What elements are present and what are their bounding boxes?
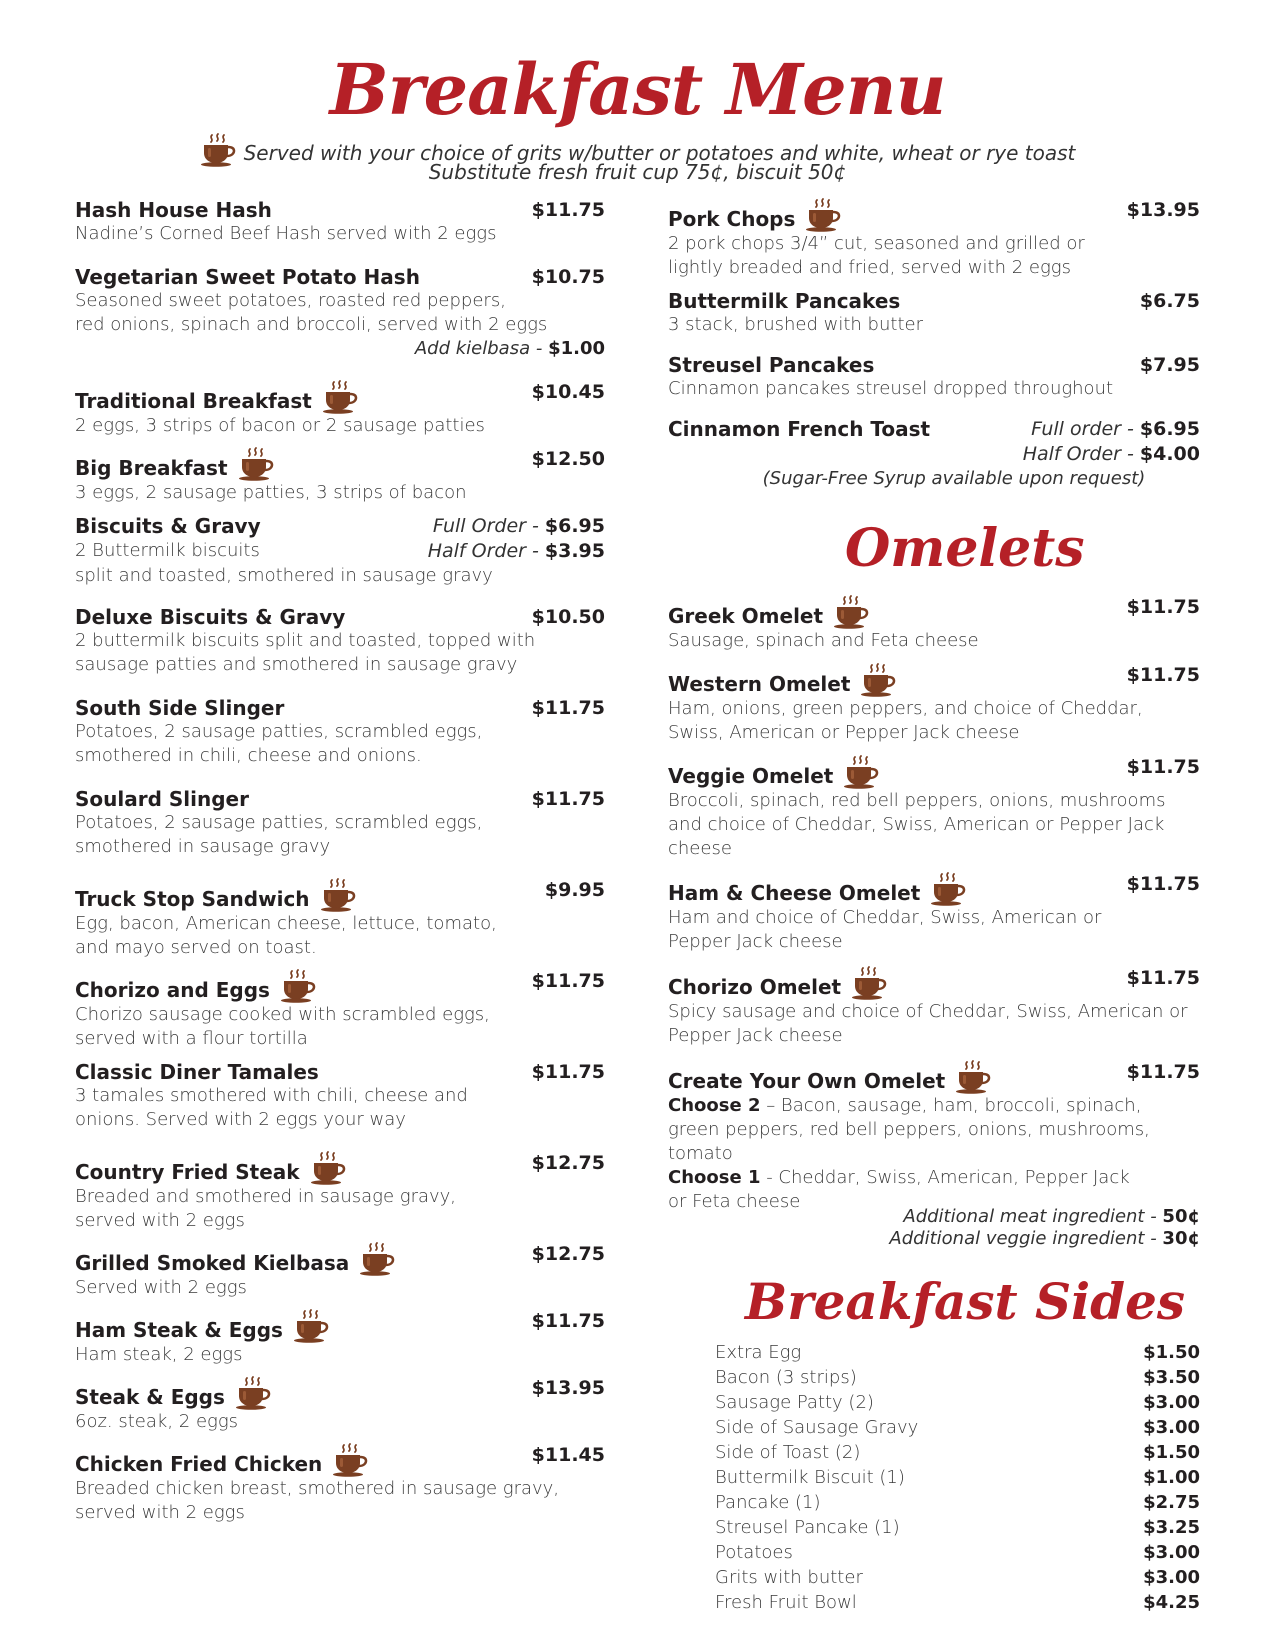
item-name: Big Breakfast (75, 456, 228, 480)
item-price: $10.45 (531, 381, 605, 403)
menu-item (75, 447, 605, 514)
coffee-cup-icon (235, 1376, 271, 1410)
item-price: $11.75 (1126, 756, 1200, 778)
item-desc: onions. Served with 2 eggs your way (75, 1109, 406, 1130)
coffee-cup-icon (310, 1151, 346, 1185)
menu-item (668, 755, 1200, 872)
item-name: Western Omelet (668, 672, 851, 696)
item-name: Create Your Own Omelet (668, 1069, 946, 1093)
item-desc: or Feta cheese (668, 1191, 801, 1212)
coffee-cup-icon (805, 198, 841, 232)
item-name: Ham Steak & Eggs (75, 1318, 283, 1342)
item-desc: 2 eggs, 3 strips of bacon or 2 sausage patties (75, 415, 485, 436)
item-desc: 6oz. steak, 2 eggs (75, 1411, 238, 1432)
side-price: $3.00 (1143, 1417, 1200, 1438)
item-price: $11.75 (531, 970, 605, 992)
meat-price: 50¢ (1162, 1206, 1200, 1227)
item-name: Traditional Breakfast (75, 389, 312, 413)
side-item (715, 1365, 1200, 1390)
item-desc: Breaded and smothered in sausage gravy, (75, 1186, 457, 1207)
menu-item (75, 696, 605, 787)
menu-item (668, 966, 1200, 1060)
item-price: $11.75 (531, 1061, 605, 1083)
veggie-label: Additional veggie ingredient - (889, 1228, 1163, 1249)
coffee-cup-icon (860, 663, 896, 697)
item-desc: Nadine’s Corned Beef Hash served with 2 eggs (75, 223, 497, 244)
side-name: Extra Egg (715, 1342, 802, 1363)
side-item (715, 1465, 1200, 1490)
item-desc: Swiss, American or Pepper Jack cheese (668, 722, 1020, 743)
item-desc: Ham and choice of Cheddar, Swiss, American or (668, 907, 1102, 928)
item-desc: served with 2 eggs (75, 1502, 245, 1523)
menu-item (75, 1242, 605, 1309)
side-item (715, 1490, 1200, 1515)
coffee-cup-icon (293, 1309, 329, 1343)
menu-item (75, 605, 605, 696)
choose-2-text: – Bacon, sausage, ham, broccoli, spinach, (760, 1095, 1142, 1116)
item-name: Chicken Fried Chicken (75, 1452, 323, 1476)
subtitle-text: Served with your choice of grits w/butter or potatoes and white, wheat or rye toast (243, 141, 1076, 165)
item-name: Buttermilk Pancakes (668, 289, 901, 313)
menu-item (668, 595, 1200, 663)
item-price: $7.95 (1139, 354, 1200, 376)
item-name: Deluxe Biscuits & Gravy (75, 605, 346, 629)
item-desc: 3 tamales smothered with chili, cheese and (75, 1085, 468, 1106)
item-price: $13.95 (531, 1377, 605, 1399)
full-label: Full Order - (432, 515, 545, 537)
item-name: Grilled Smoked Kielbasa (75, 1251, 350, 1275)
item-price: $11.45 (531, 1444, 605, 1466)
item-desc: Broccoli, spinach, red bell peppers, onions, mushrooms (668, 790, 1166, 811)
menu-item (75, 787, 605, 878)
menu-item (75, 198, 605, 265)
side-item (715, 1540, 1200, 1565)
item-desc: and mayo served on toast. (75, 937, 317, 958)
omelets-section (668, 595, 1200, 1250)
menu-item (668, 198, 1200, 289)
item-desc: Served with 2 eggs (75, 1277, 247, 1298)
coffee-cup-icon (955, 1060, 991, 1094)
left-column (75, 198, 605, 1534)
item-price: $12.50 (531, 448, 605, 470)
item-name: Pork Chops (668, 207, 796, 231)
item-name: Streusel Pancakes (668, 353, 875, 377)
syrup-note: (Sugar-Free Syrup available upon request) (762, 468, 1146, 489)
item-desc: Pepper Jack cheese (668, 1025, 843, 1046)
item-price: $6.75 (1139, 290, 1200, 312)
coffee-cup-icon (359, 1242, 395, 1276)
side-name: Streusel Pancake (1) (715, 1517, 900, 1538)
item-name: Chorizo and Eggs (75, 978, 270, 1002)
menu-item (75, 514, 605, 605)
addon-note (75, 337, 605, 361)
item-name: Steak & Eggs (75, 1385, 225, 1409)
item-name: Chorizo Omelet (668, 975, 842, 999)
item-desc: 2 Buttermilk biscuits (75, 540, 260, 561)
item-name: Soulard Slinger (75, 787, 249, 811)
item-desc: Potatoes, 2 sausage patties, scrambled eggs, (75, 721, 483, 742)
item-desc: served with 2 eggs (75, 1210, 245, 1231)
item-desc: smothered in chili, cheese and onions. (75, 745, 422, 766)
item-desc: Egg, bacon, American cheese, lettuce, tomato, (75, 913, 497, 934)
menu-item (75, 1443, 605, 1534)
full-price-value: $6.95 (544, 515, 605, 537)
item-name: Veggie Omelet (668, 764, 834, 788)
item-desc: Cinnamon pancakes streusel dropped throughout (668, 378, 1114, 399)
side-name: Bacon (3 strips) (715, 1367, 857, 1388)
item-desc: Pepper Jack cheese (668, 931, 843, 952)
coffee-cup-icon (851, 966, 887, 1000)
item-desc: served with a flour tortilla (75, 1028, 308, 1049)
full-price-value: $6.95 (1139, 418, 1200, 440)
item-desc: cheese (668, 838, 732, 859)
choose-1-label: Choose 1 (668, 1167, 761, 1188)
subtitle-line-2: Substitute fresh fruit cup 75¢, biscuit 50¢ (428, 160, 847, 184)
item-price: $11.75 (531, 1310, 605, 1332)
side-price: $3.50 (1143, 1367, 1200, 1388)
item-desc: Ham steak, 2 eggs (75, 1344, 243, 1365)
side-item (715, 1440, 1200, 1465)
coffee-cup-icon (332, 1443, 368, 1477)
item-name: Country Fried Steak (75, 1160, 300, 1184)
side-price: $3.00 (1143, 1392, 1200, 1413)
item-desc: Ham, onions, green peppers, and choice of Cheddar, (668, 698, 1143, 719)
menu-item (75, 1151, 605, 1242)
sides-list (715, 1340, 1200, 1615)
coffee-cup-icon (843, 755, 879, 789)
side-name: Fresh Fruit Bowl (715, 1592, 857, 1613)
item-desc: 2 buttermilk biscuits split and toasted, topped with (75, 630, 536, 651)
item-desc: and choice of Cheddar, Swiss, American or Pepper Jack (668, 814, 1165, 835)
item-name: Cinnamon French Toast (668, 417, 931, 441)
half-price-value: $3.95 (544, 540, 605, 562)
item-desc: 2 pork chops 3/4” cut, seasoned and grilled or (668, 233, 1085, 254)
veggie-addon (668, 1228, 1200, 1250)
item-desc: Breaded chicken breast, smothered in sausage gravy, (75, 1478, 560, 1499)
side-price: $4.25 (1143, 1592, 1200, 1613)
menu-item (75, 380, 605, 447)
item-desc: Potatoes, 2 sausage patties, scrambled eggs, (75, 812, 483, 833)
side-name: Buttermilk Biscuit (1) (715, 1467, 905, 1488)
menu-item (75, 878, 605, 969)
coffee-cup-icon (320, 878, 356, 912)
side-price: $1.50 (1143, 1342, 1200, 1363)
item-name: Truck Stop Sandwich (75, 887, 310, 911)
item-name: South Side Slinger (75, 696, 285, 720)
side-name: Pancake (1) (715, 1492, 821, 1513)
side-item (715, 1390, 1200, 1415)
item-desc: 3 eggs, 2 sausage patties, 3 strips of bacon (75, 482, 467, 503)
full-price (1031, 417, 1200, 442)
side-price: $3.25 (1143, 1517, 1200, 1538)
side-item (715, 1565, 1200, 1590)
omelets-title: Omelets (845, 518, 1085, 579)
item-price: $10.75 (531, 266, 605, 288)
item-price: $11.75 (1126, 596, 1200, 618)
half-price (668, 442, 1200, 467)
item-desc: Seasoned sweet potatoes, roasted red peppers, (75, 290, 506, 311)
coffee-cup-icon (280, 969, 316, 1003)
side-price: $1.00 (1143, 1467, 1200, 1488)
item-desc: green peppers, red bell peppers, onions, mushrooms, (668, 1119, 1150, 1140)
item-price: $11.75 (531, 199, 605, 221)
menu-item (75, 1309, 605, 1376)
side-price: $2.75 (1143, 1492, 1200, 1513)
choose-1-text: - Cheddar, Swiss, American, Pepper Jack (760, 1167, 1130, 1188)
item-name: Ham & Cheese Omelet (668, 881, 921, 905)
coffee-cup-icon (930, 872, 966, 906)
menu-item (75, 1060, 605, 1151)
menu-item (75, 265, 605, 380)
veggie-price: 30¢ (1162, 1228, 1200, 1249)
item-price: $12.75 (531, 1152, 605, 1174)
menu-item (75, 1376, 605, 1443)
item-name: Vegetarian Sweet Potato Hash (75, 265, 420, 289)
choose-2-label: Choose 2 (668, 1095, 761, 1116)
item-price: $11.75 (1126, 664, 1200, 686)
item-desc: Spicy sausage and choice of Cheddar, Swiss, American or (668, 1001, 1188, 1022)
sides-title: Breakfast Sides (745, 1272, 1186, 1331)
side-price: $3.00 (1143, 1567, 1200, 1588)
half-label: Half Order - (427, 540, 545, 562)
side-price: $1.50 (1143, 1442, 1200, 1463)
full-label: Full order - (1031, 418, 1140, 440)
full-price (433, 514, 605, 539)
item-price: $11.75 (531, 697, 605, 719)
side-item (715, 1590, 1200, 1615)
item-desc: Chorizo sausage cooked with scrambled eggs, (75, 1004, 490, 1025)
item-name: Greek Omelet (668, 604, 824, 628)
coffee-cup-icon (238, 447, 274, 481)
item-name: Hash House Hash (75, 198, 272, 222)
half-price-value: $4.00 (1139, 443, 1200, 465)
item-desc: Sausage, spinach and Feta cheese (668, 630, 979, 651)
half-price (428, 539, 605, 564)
side-item (715, 1515, 1200, 1540)
addon-price: $1.00 (548, 338, 605, 359)
side-name: Side of Sausage Gravy (715, 1417, 919, 1438)
page-title: Breakfast Menu (329, 48, 946, 131)
menu-item (668, 872, 1200, 966)
side-price: $3.00 (1143, 1542, 1200, 1563)
addon-label: Add kielbasa - (414, 338, 549, 359)
meat-label: Additional meat ingredient - (903, 1206, 1163, 1227)
item-price: $11.75 (1126, 873, 1200, 895)
item-price: $11.75 (531, 788, 605, 810)
item-price: $13.95 (1126, 199, 1200, 221)
side-item (715, 1340, 1200, 1365)
menu-item (668, 663, 1200, 755)
half-label: Half Order - (1022, 443, 1140, 465)
right-column (668, 198, 1200, 493)
coffee-cup-icon (322, 380, 358, 414)
side-name: Potatoes (715, 1542, 793, 1563)
side-name: Grits with butter (715, 1567, 863, 1588)
item-name: Classic Diner Tamales (75, 1060, 319, 1084)
item-price: $11.75 (1126, 967, 1200, 989)
item-price: $9.95 (544, 879, 605, 901)
item-price: $10.50 (531, 606, 605, 628)
menu-item (668, 289, 1200, 353)
item-desc: tomato (668, 1143, 733, 1164)
item-desc: smothered in sausage gravy (75, 836, 331, 857)
menu-item (668, 417, 1200, 493)
side-name: Side of Toast (2) (715, 1442, 861, 1463)
menu-item (668, 353, 1200, 417)
item-name: Biscuits & Gravy (75, 514, 261, 538)
item-desc: split and toasted, smothered in sausage gravy (75, 565, 493, 586)
item-desc: red onions, spinach and broccoli, served with 2 eggs (75, 314, 548, 335)
item-price: $12.75 (531, 1243, 605, 1265)
item-desc: lightly breaded and fried, served with 2 eggs (668, 257, 1071, 278)
side-item (715, 1415, 1200, 1440)
item-desc: 3 stack, brushed with butter (668, 314, 923, 335)
menu-item (75, 969, 605, 1060)
side-name: Sausage Patty (2) (715, 1392, 874, 1413)
item-price: $11.75 (1126, 1061, 1200, 1083)
menu-item-create-omelet (668, 1060, 1200, 1250)
item-desc: sausage patties and smothered in sausage gravy (75, 654, 518, 675)
coffee-cup-icon (833, 595, 869, 629)
